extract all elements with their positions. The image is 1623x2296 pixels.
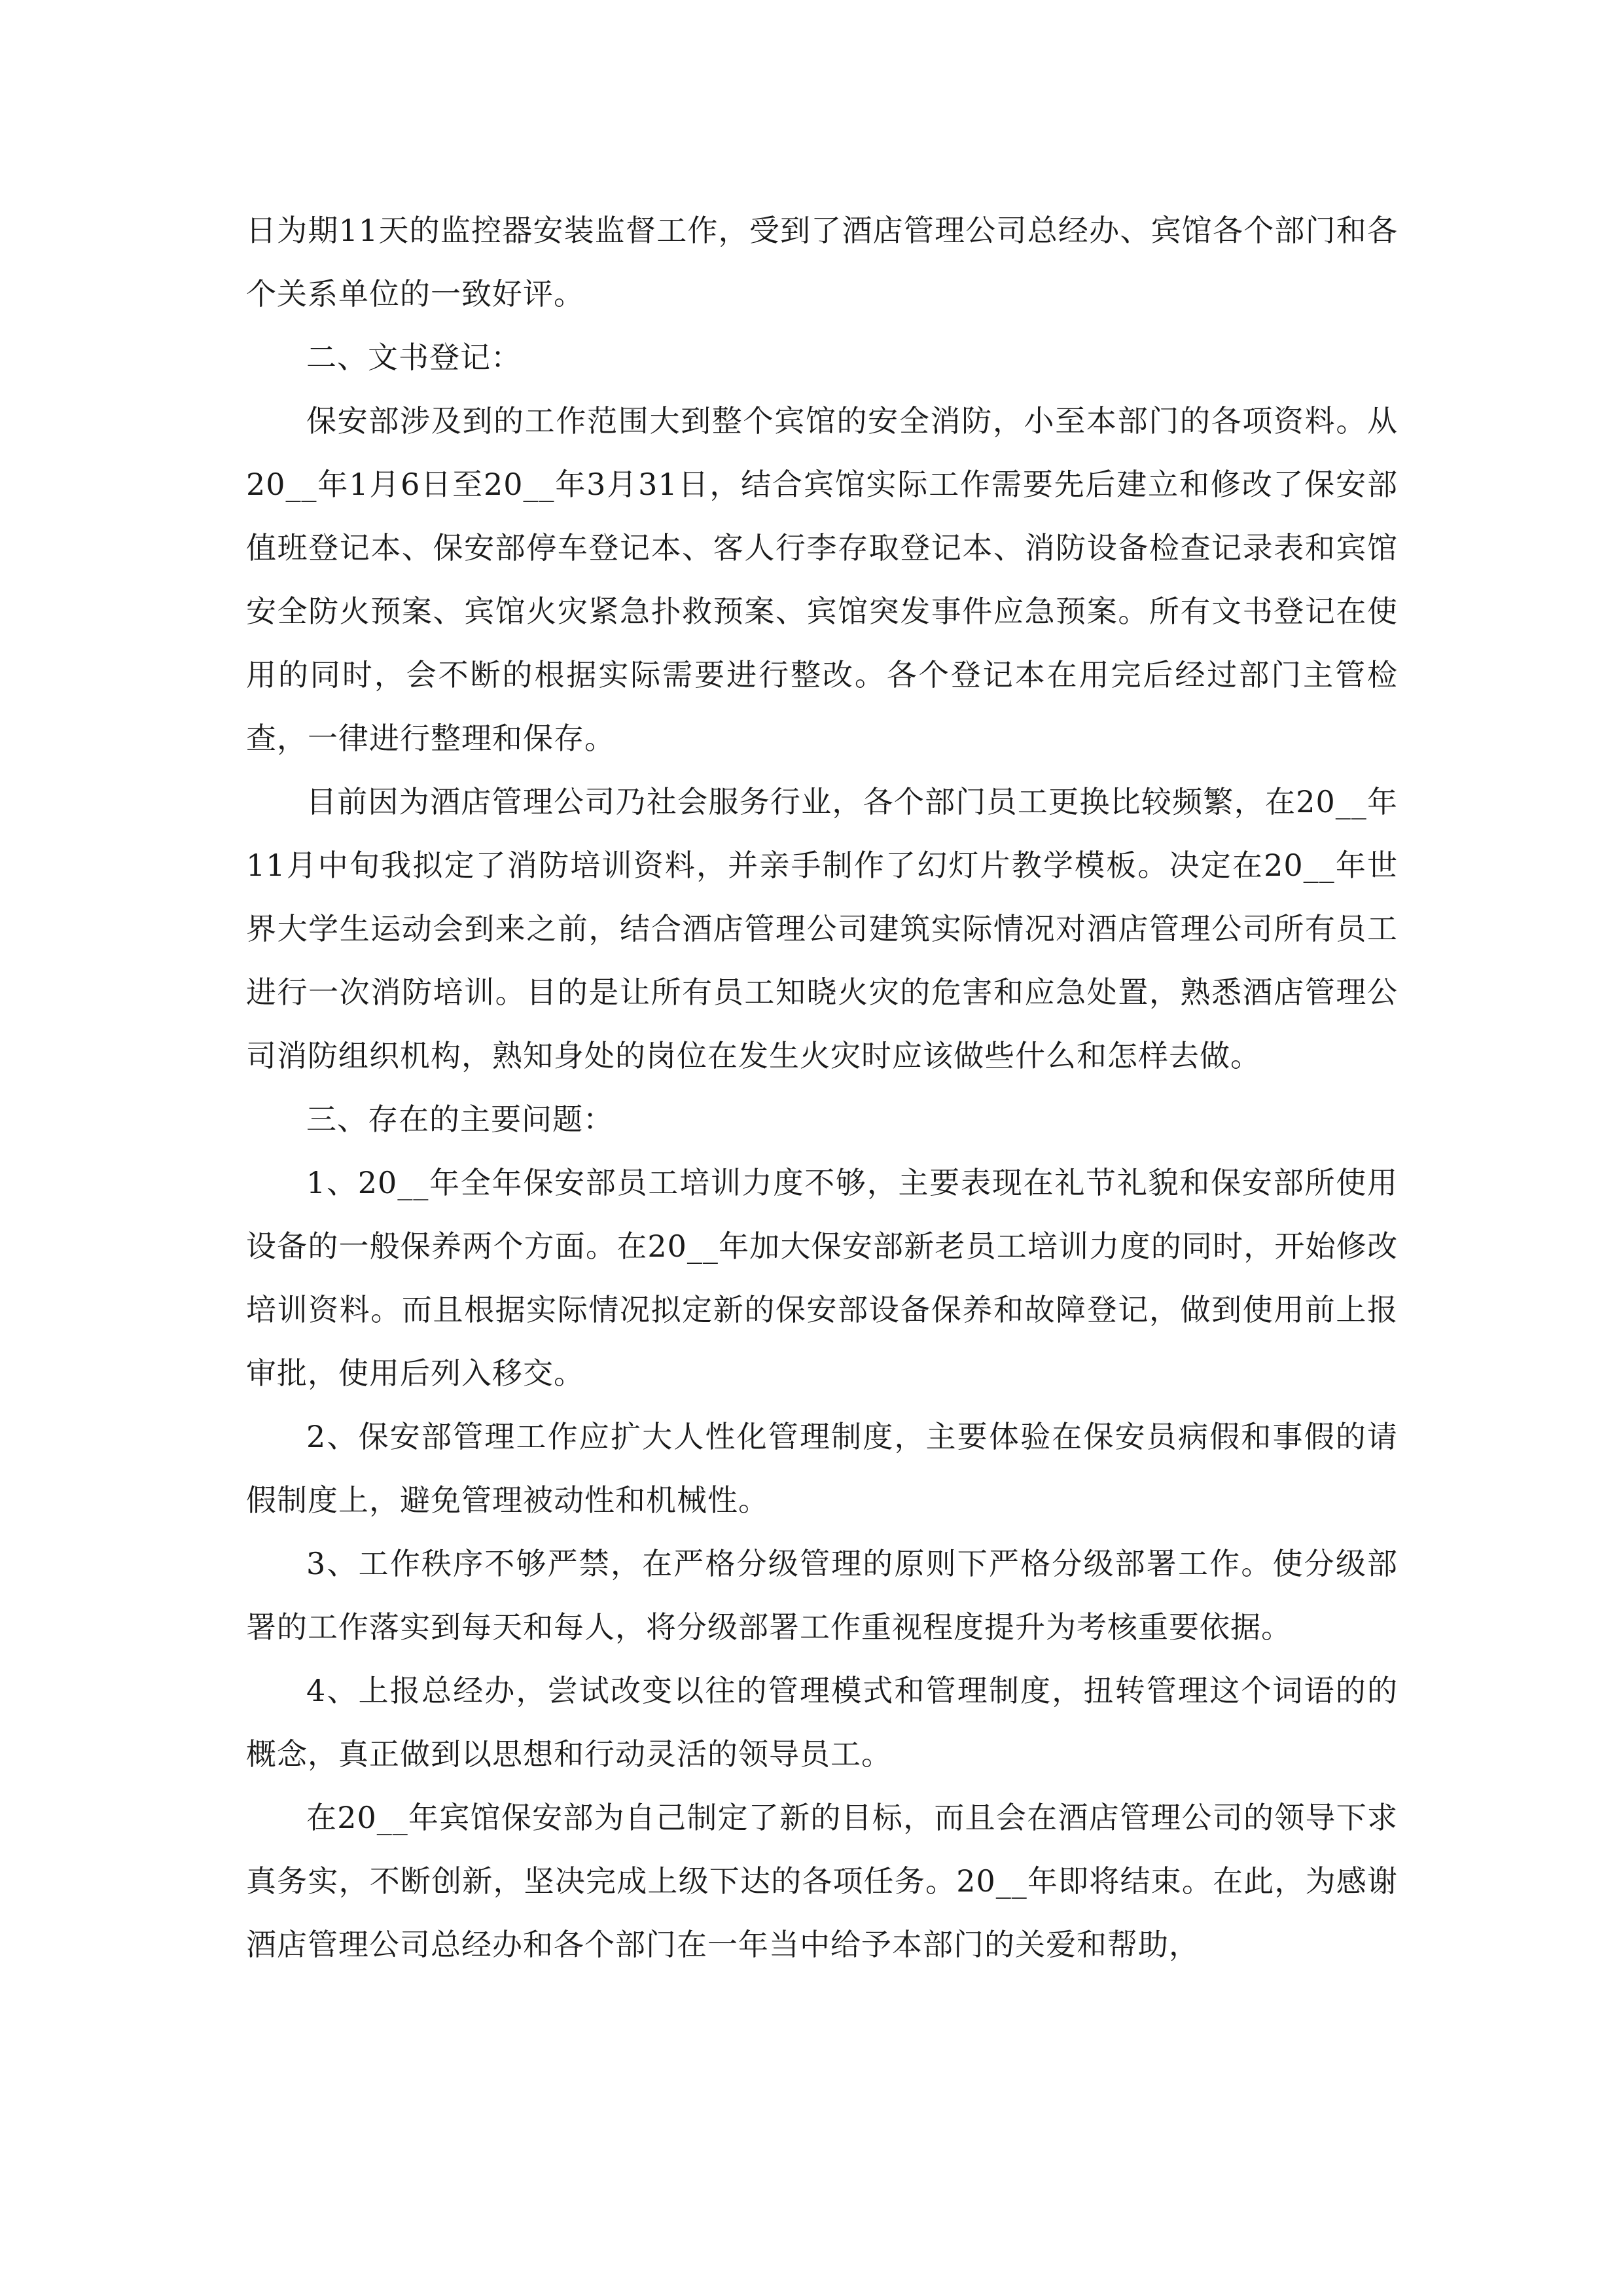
section-heading-document-registration: 二、文书登记：: [306, 340, 522, 375]
document-body: [246, 199, 1398, 1977]
list-item-problem-1: 1、20__年全年保安部员工培训力度不够，主要表现在礼节礼貌和保安部所使用设备的一般保养两个方面。在20__年加大保安部新老员工培训力度的同时，开始修改培训资料。而且根据实际情况拟定新的保安部设备保养和故障登记，做到使用前上报审批，使用后列入移交。: [246, 1165, 1398, 1391]
section-heading-main-problems: 三、存在的主要问题：: [306, 1102, 614, 1137]
paragraph-continuation: 日为期11天的监控器安装监督工作，受到了酒店管理公司总经办、宾馆各个部门和各个关系单位的一致好评。: [246, 213, 1398, 312]
list-item-problem-3: 3、工作秩序不够严禁，在严格分级管理的原则下严格分级部署工作。使分级部署的工作落实到每天和每人，将分级部署工作重视程度提升为考核重要依据。: [246, 1546, 1398, 1645]
paragraph-fire-training: 目前因为酒店管理公司乃社会服务行业，各个部门员工更换比较频繁，在20__年11月中旬我拟定了消防培训资料，并亲手制作了幻灯片教学模板。决定在20__年世界大学生运动会到来之前，结合酒店管理公司建筑实际情况对酒店管理公司所有员工进行一次消防培训。目的是让所有员工知晓火灾的危害和应急处置，熟悉酒店管理公司消防组织机构，熟知身处的岗位在发生火灾时应该做些什么和怎样去做。: [246, 784, 1398, 1073]
paragraph-document-registration: 保安部涉及到的工作范围大到整个宾馆的安全消防，小至本部门的各项资料。从20__年1月6日至20__年3月31日，结合宾馆实际工作需要先后建立和修改了保安部值班登记本、保安部停车登记本、客人行李存取登记本、消防设备检查记录表和宾馆安全防火预案、宾馆火灾紧急扑救预案、宾馆突发事件应急预案。所有文书登记在使用的同时，会不断的根据实际需要进行整改。各个登记本在用完后经过部门主管检查，一律进行整理和保存。: [246, 403, 1398, 756]
list-item-problem-2: 2、保安部管理工作应扩大人性化管理制度，主要体验在保安员病假和事假的请假制度上，避免管理被动性和机械性。: [246, 1419, 1398, 1518]
list-item-problem-4: 4、上报总经办，尝试改变以往的管理模式和管理制度，扭转管理这个词语的的概念，真正做到以思想和行动灵活的领导员工。: [246, 1673, 1398, 1772]
paragraph-closing: 在20__年宾馆保安部为自己制定了新的目标，而且会在酒店管理公司的领导下求真务实，不断创新，坚决完成上级下达的各项任务。20__年即将结束。在此，为感谢酒店管理公司总经办和各个部门在一年当中给予本部门的关爱和帮助，: [246, 1800, 1398, 1962]
